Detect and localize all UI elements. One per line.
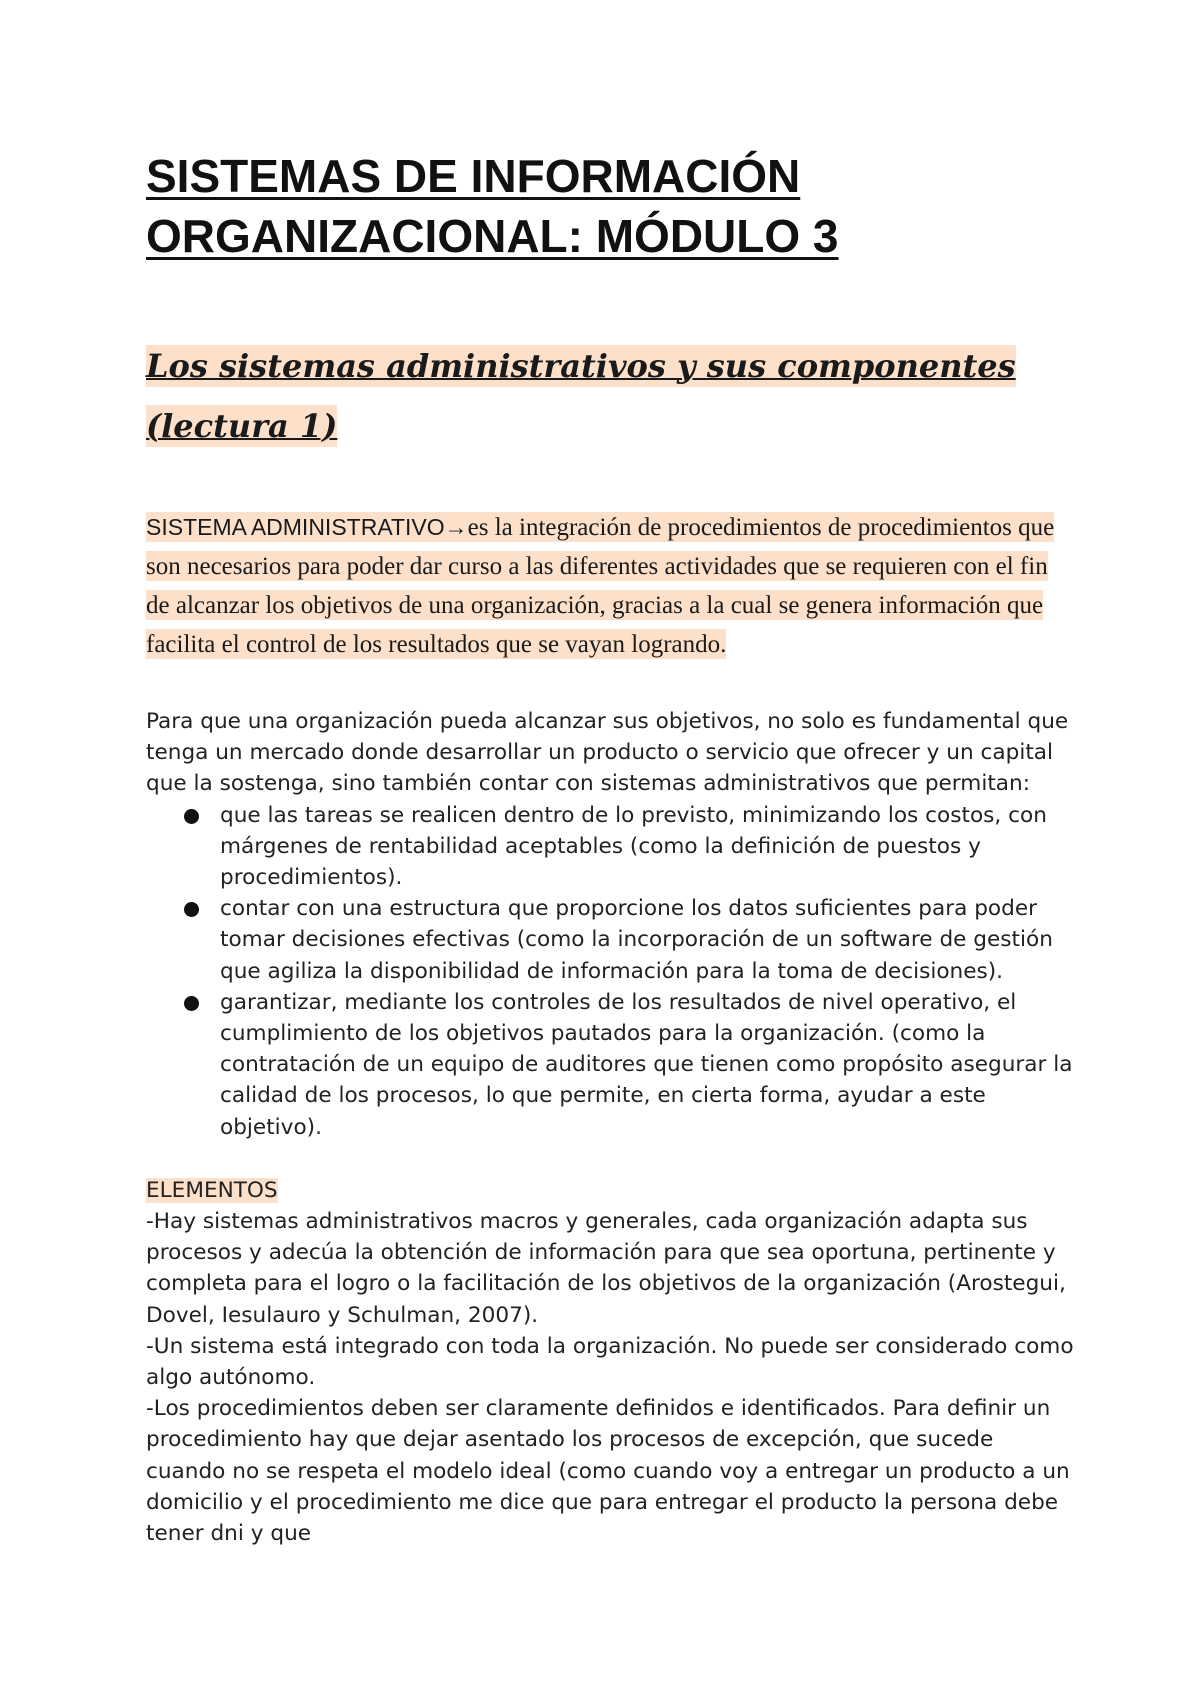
element-paragraph: -Un sistema está integrado con toda la organización. No puede ser considerado como algo autónomo. — [146, 1333, 1074, 1391]
list-item-text: contar con una estructura que proporcione los datos suficientes para poder tomar decisiones efectivas (como la incorporación de un software de gestión que agiliza la disponibilidad de información para la toma de decisiones). — [220, 896, 1053, 984]
definition-text: es la integración de procedimientos de procedimientos que son necesarios para poder dar curso a las diferentes actividades que se requieren con el fin de alcanzar los objetivos de una organización, gracias a la cual se genera información que facilita el control de los resultados que se vayan logrando. — [146, 514, 1055, 658]
list-item — [220, 893, 1076, 987]
list-item — [220, 987, 1076, 1143]
elements-heading-text: ELEMENTOS — [146, 1177, 278, 1203]
elements-section — [146, 1206, 1076, 1549]
definition-term: SISTEMA ADMINISTRATIVO→ — [146, 514, 468, 540]
document-title: SISTEMAS DE INFORMACIÓN ORGANIZACIONAL: MÓDULO 3 — [146, 150, 839, 262]
section-title — [146, 336, 1076, 456]
bullet-icon — [184, 996, 199, 1011]
bullet-icon — [184, 902, 199, 917]
elements-heading — [146, 1175, 1076, 1206]
list-item-text: que las tareas se realicen dentro de lo previsto, minimizando los costos, con márgenes de rentabilidad aceptables (como la definición de puestos y procedimientos). — [220, 802, 1047, 891]
bullet-list — [146, 800, 1076, 1143]
definition-highlight — [146, 512, 1054, 659]
list-item-text: garantizar, mediante los controles de los resultados de nivel operativo, el cumplimiento de los objetivos pautados para la organización. (como la contratación de un equipo de auditores que tienen como propósito asegurar la calidad de los procesos, lo que permite, en cierta forma, ayudar a este objetivo). — [220, 989, 1073, 1140]
bullet-icon — [184, 809, 199, 824]
element-paragraph: -Los procedimientos deben ser claramente definidos e identificados. Para definir un procedimiento hay que dejar asentado los procesos de excepción, que sucede cuando no se respeta el modelo ideal (como cuando voy a entregar un producto a un domicilio y el procedimiento me dice que para entregar el producto la persona debe tener dni y que — [146, 1396, 1070, 1547]
section-title-text: Los sistemas administrativos y sus componentes (lectura 1) — [146, 347, 1016, 445]
element-paragraph: -Hay sistemas administrativos macros y generales, cada organización adapta sus procesos y adecúa la obtención de información para que sea oportuna, pertinente y completa para el logro o la facilitación de los objetivos de la organización (Arostegui, Dovel, Iesulauro y Schulman, 2007). — [146, 1209, 1066, 1328]
list-item — [220, 800, 1076, 894]
intro-paragraph: Para que una organización pueda alcanzar sus objetivos, no solo es fundamental que tenga un mercado donde desarrollar un producto o servicio que ofrecer y un capital que la sostenga, sino también contar con sistemas administrativos que permitan: — [146, 709, 1069, 797]
definition-paragraph — [146, 508, 1076, 664]
document-content — [146, 146, 1076, 1549]
